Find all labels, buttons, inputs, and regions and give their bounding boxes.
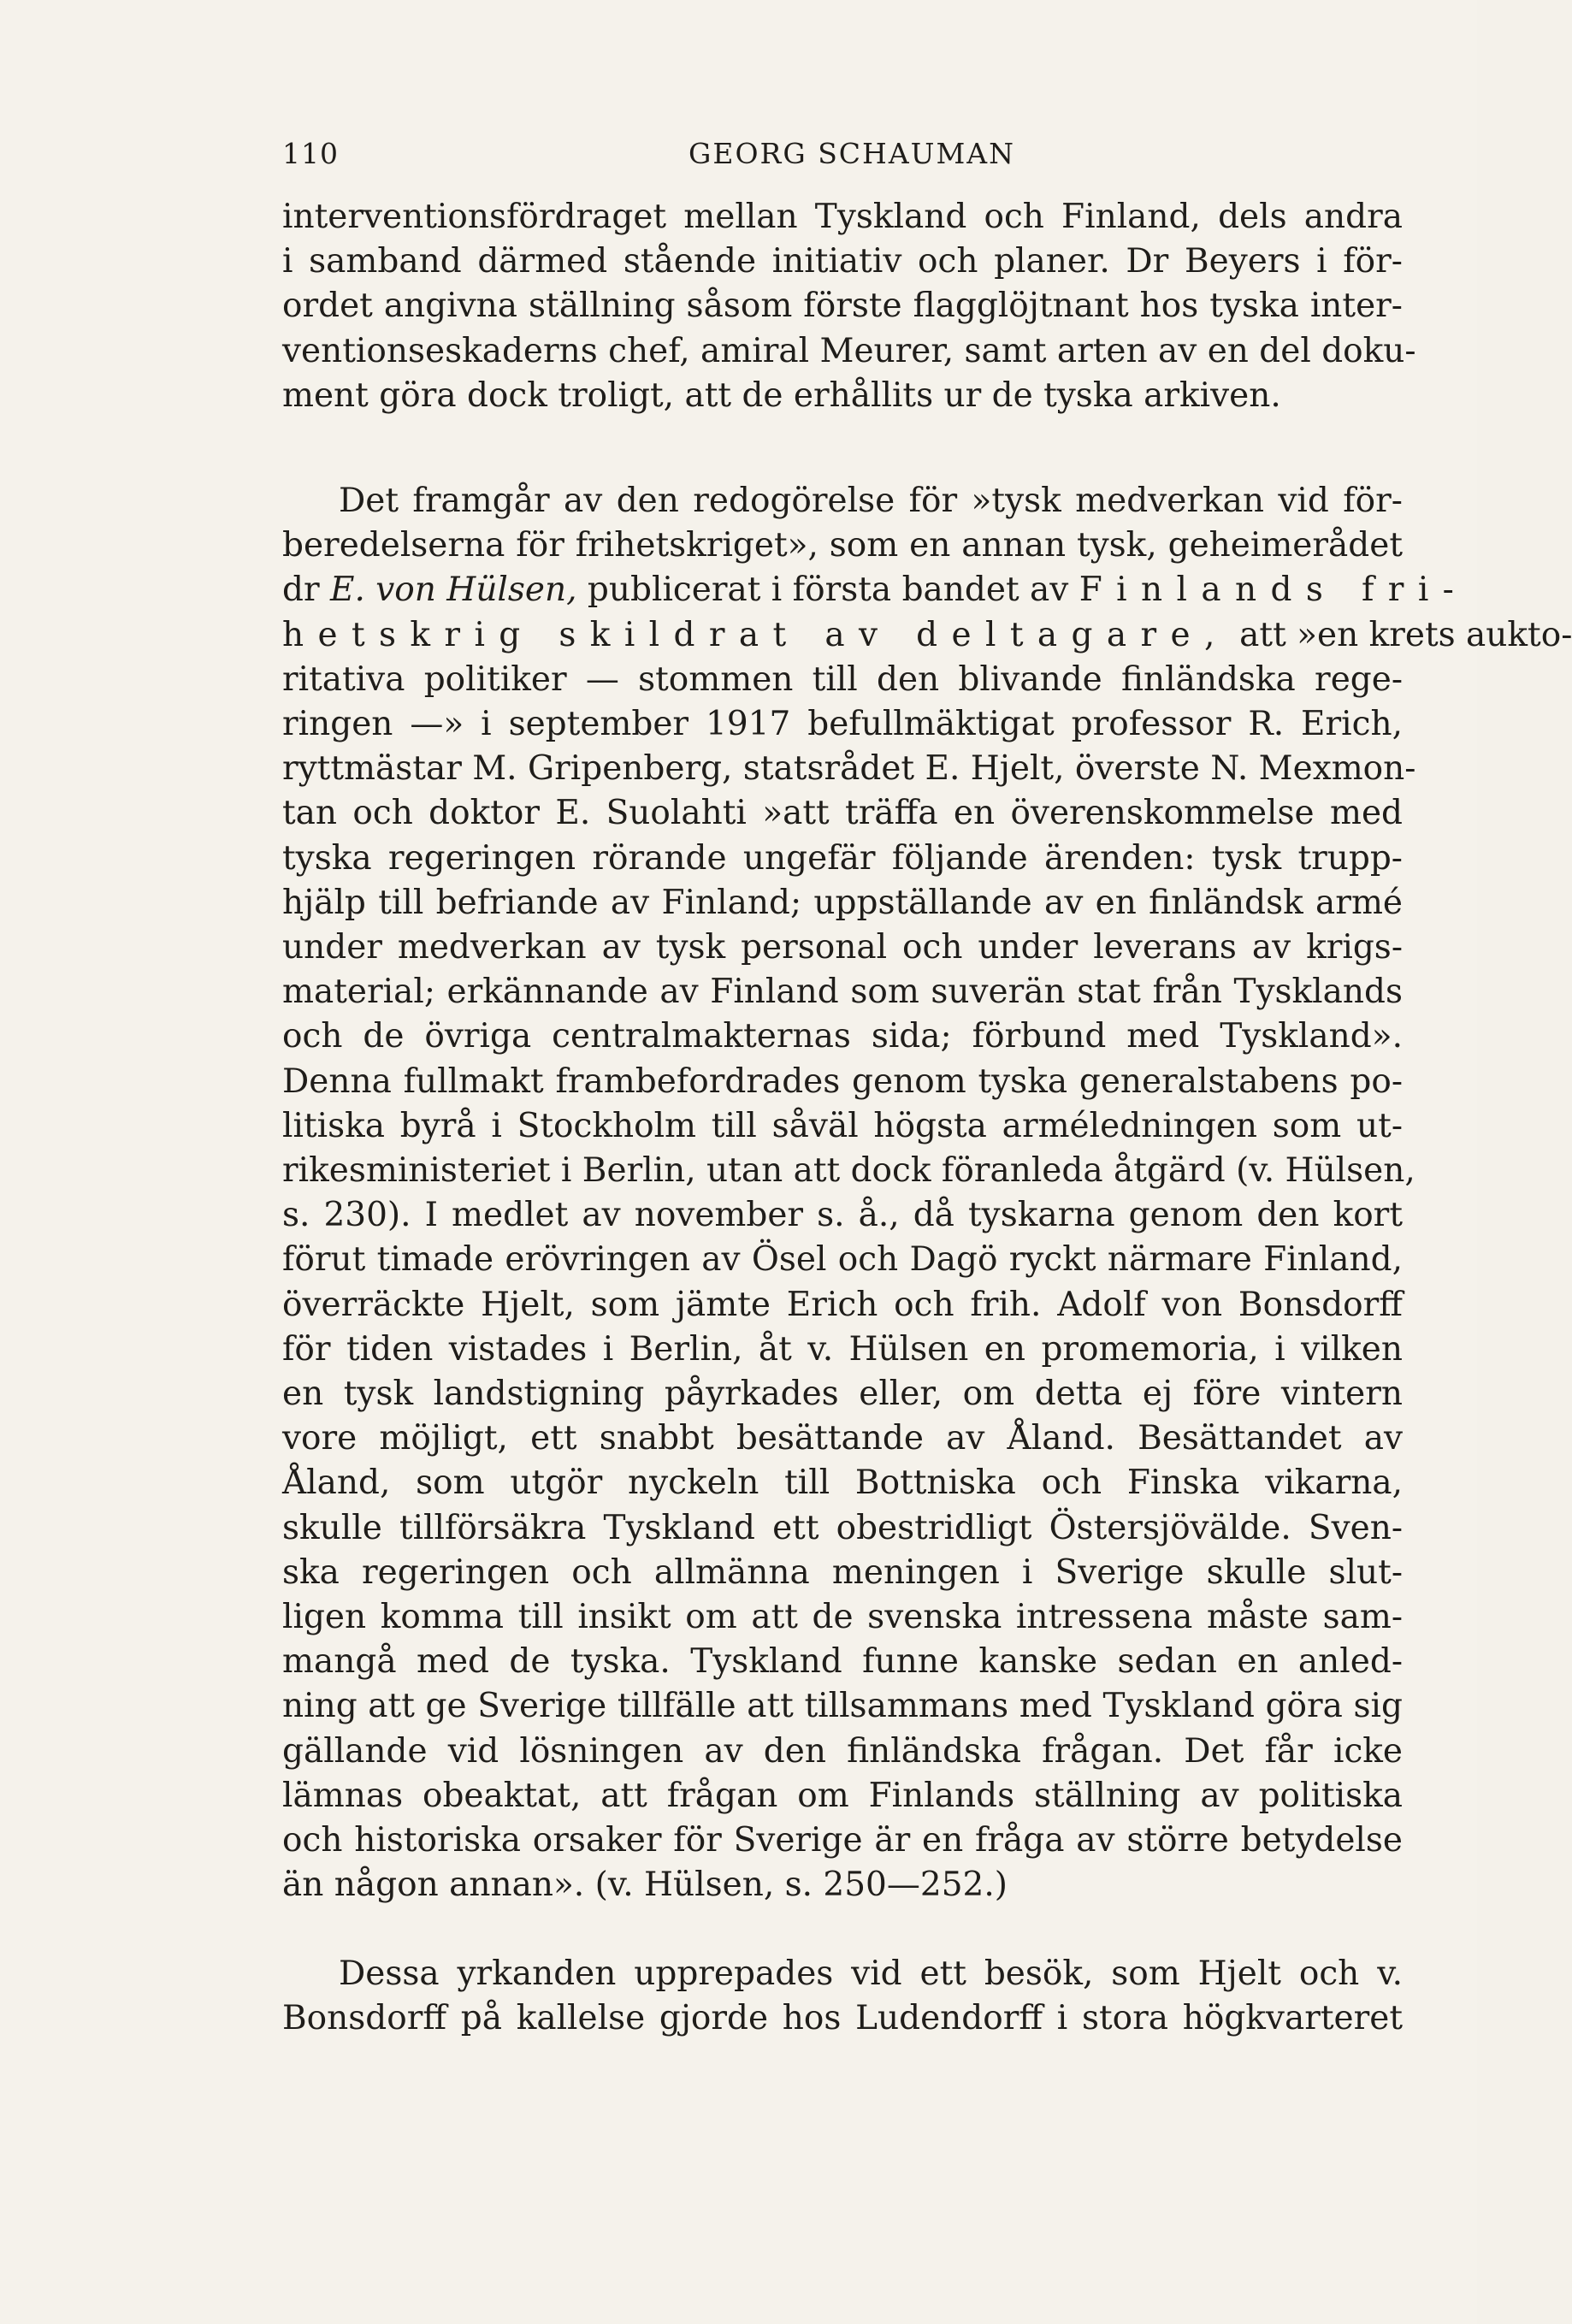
text-line: material; erkännande av Finland som suverän stat från Tysklands <box>282 973 1403 1012</box>
running-head-title: GEORG SCHAUMAN <box>688 137 1015 170</box>
text-line: än någon annan». (v. Hülsen, s. 250—252.) <box>282 1866 1008 1905</box>
text-line: en tysk landstigning påyrkades eller, om detta ej före vintern <box>282 1375 1403 1414</box>
paragraph-intro <box>282 195 1416 418</box>
text-line: s. 230). I medlet av november s. å., då tyskarna genom den kort <box>282 1196 1403 1235</box>
text-line: förut timade erövringen av Ösel och Dagö ryckt närmare Finland, <box>282 1240 1403 1280</box>
text-line: interventionsfördraget mellan Tyskland och Finland, dels andra <box>282 198 1403 236</box>
text-line: ritativa politiker — stommen till den blivande finländska rege- <box>282 659 1403 699</box>
text-line: lämnas obeaktat, att frågan om Finlands ställning av politiska <box>282 1776 1403 1815</box>
text-line: skulle tillförsäkra Tyskland ett obestridligt Östersjövälde. Sven- <box>282 1508 1403 1547</box>
text-line: hjälp till befriande av Finland; uppställande av en finländsk armé <box>282 883 1403 922</box>
text-line: ventionseskaderns chef, amiral Meurer, samt arten av en del doku- <box>282 331 1416 370</box>
text-line: och de övriga centralmakternas sida; förbund med Tyskland». <box>282 1017 1403 1056</box>
text-fragment: publicerat i första bandet av <box>576 571 1079 610</box>
text-line: Bonsdorff på kallelse gjorde hos Ludendorff i stora högkvarteret <box>282 1999 1403 2038</box>
text-line: i samband därmed stående initiativ och planer. Dr Beyers i för- <box>282 242 1403 281</box>
text-line: beredelserna för frihetskriget», som en annan tysk, geheimerådet <box>282 526 1403 565</box>
text-line: under medverkan av tysk personal och under leverans av krigs- <box>282 928 1403 967</box>
text-line: ning att ge Sverige tillfälle att tillsammans med Tyskland göra sig <box>282 1687 1403 1726</box>
text-line: Åland, som utgör nyckeln till Bottniska och Finska vikarna, <box>282 1464 1403 1503</box>
text-line: Denna fullmakt frambefordrades genom tyska generalstabens po- <box>282 1061 1403 1101</box>
text-line: för tiden vistades i Berlin, åt v. Hülsen en promemoria, i vilken <box>282 1329 1403 1369</box>
text-line: mangå med de tyska. Tyskland funne kanske sedan en anled- <box>282 1642 1403 1682</box>
text-line-with-citation <box>282 613 1572 658</box>
text-line: ringen —» i september 1917 befullmäktigat professor R. Erich, <box>282 705 1403 744</box>
text-line-with-citation <box>282 568 1469 612</box>
text-line: ordet angivna ställning såsom förste flagglöjtnant hos tyska inter- <box>282 287 1403 326</box>
text-fragment: dr <box>282 571 331 610</box>
page-number: 110 <box>282 137 339 170</box>
text-line: tan och doktor E. Suolahti »att träffa en överenskommelse med <box>282 794 1403 833</box>
running-head <box>282 137 1403 180</box>
text-line: litiska byrå i Stockholm till såväl högsta arméledningen som ut- <box>282 1106 1403 1145</box>
text-line: rikesministeriet i Berlin, utan att dock föranleda åtgärd (v. Hülsen, <box>282 1151 1415 1191</box>
paragraph-demands <box>282 1952 1403 2041</box>
text-line: ska regeringen och allmänna meningen i Sverige skulle slut- <box>282 1552 1403 1592</box>
text-line: vore möjligt, ett snabbt besättande av Åland. Besättandet av <box>282 1419 1403 1458</box>
text-line: ligen komma till insikt om att de svenska intressena måste sam- <box>282 1598 1403 1637</box>
text-line: och historiska orsaker för Sverige är en fråga av större betydelse <box>282 1821 1403 1860</box>
book-title-spaced: hetskrig skildrat av deltagare, <box>282 615 1229 654</box>
text-fragment: att »en krets aukto- <box>1228 615 1572 654</box>
text-line: gällande vid lösningen av den finländska frågan. Det får icke <box>282 1731 1403 1771</box>
text-line: Dessa yrkanden upprepades vid ett besök, som Hjelt och v. <box>339 1954 1403 1993</box>
text-line: ryttmästar M. Gripenberg, statsrådet E. Hjelt, överste N. Mexmon- <box>282 749 1416 789</box>
text-line: tyska regeringen rörande ungefär följande ärenden: tysk trupp- <box>282 838 1403 878</box>
text-line: Det framgår av den redogörelse för »tysk medverkan vid för- <box>339 482 1403 520</box>
book-title-spaced: Finlands fri- <box>1079 571 1469 610</box>
paragraph-hulsen-report <box>282 479 1572 1908</box>
text-line: ment göra dock troligt, att de erhållits ur de tyska arkiven. <box>282 376 1281 415</box>
author-name: E. von Hülsen, <box>330 571 577 610</box>
text-line: överräckte Hjelt, som jämte Erich och frih. Adolf von Bonsdorff <box>282 1285 1403 1324</box>
